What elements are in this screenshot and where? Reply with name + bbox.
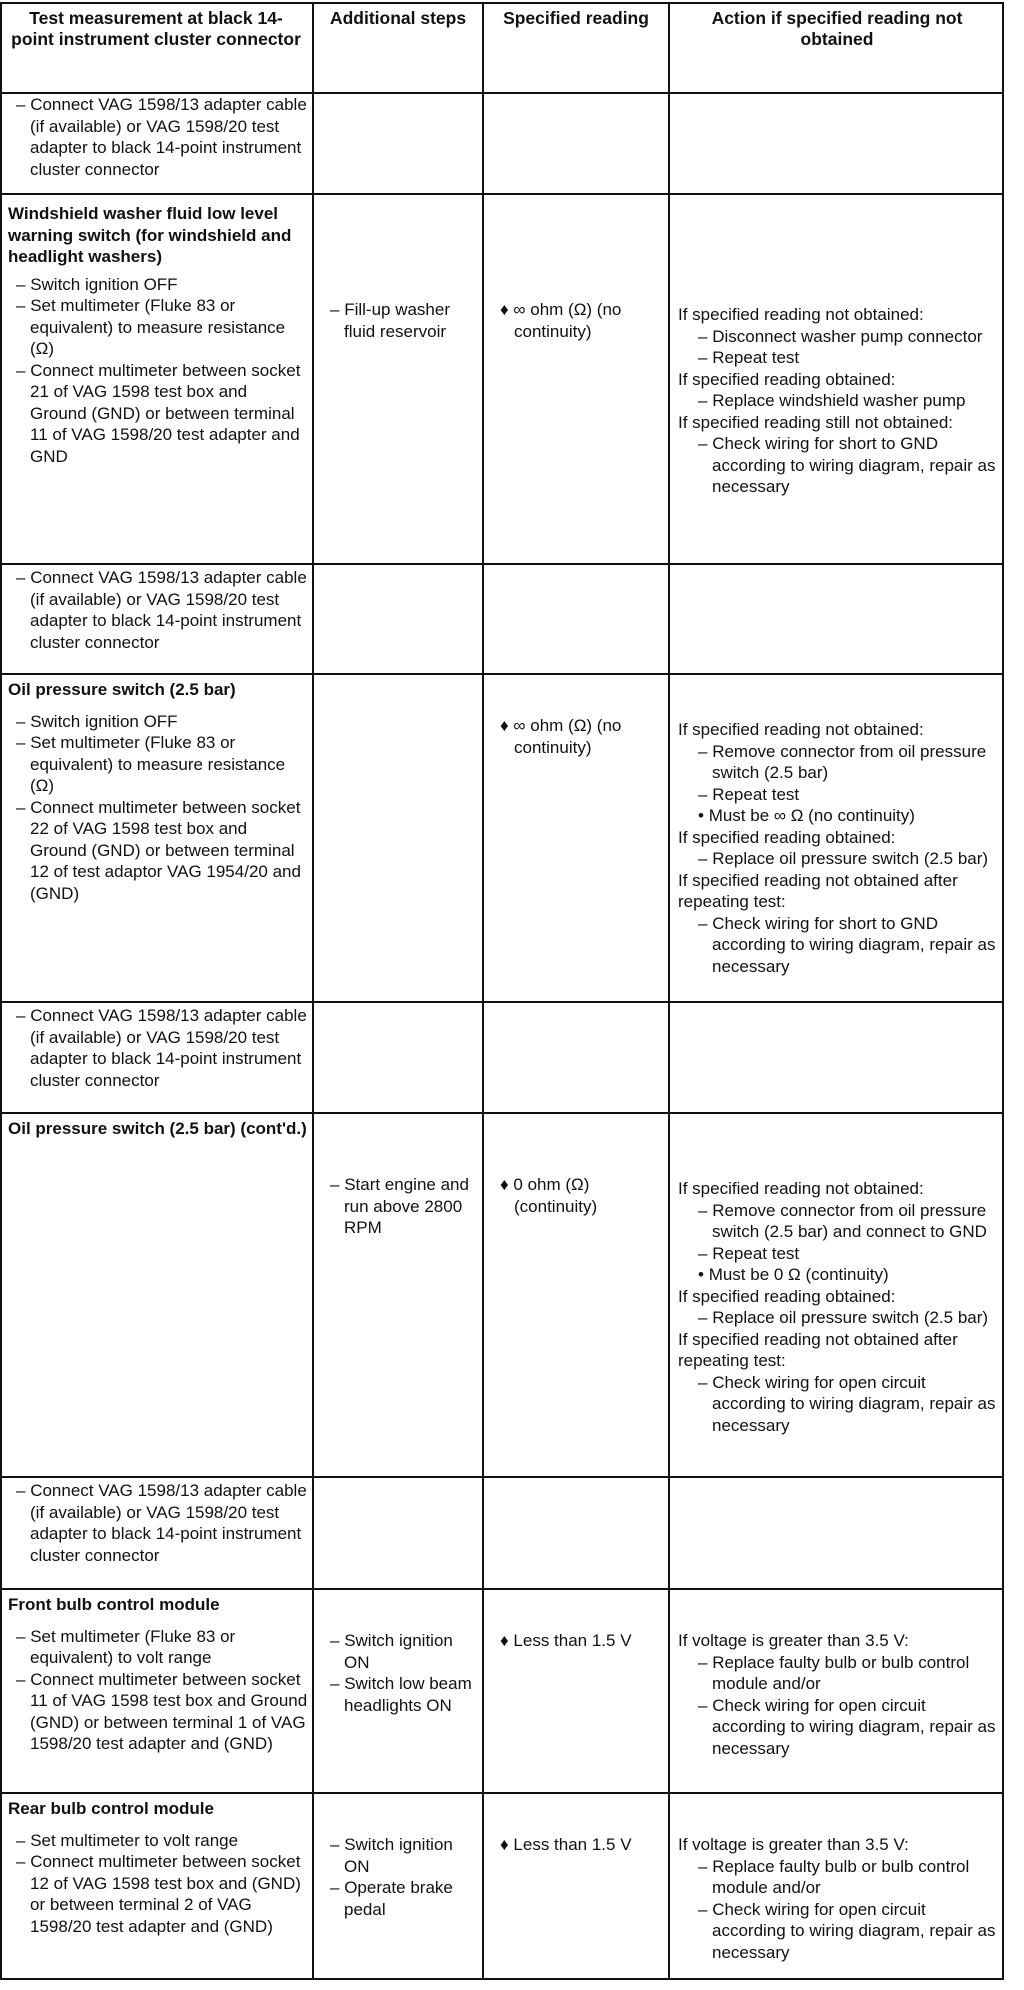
table-row-front-bulb: [0, 1588, 1004, 1794]
rear-title: Rear bulb control module: [8, 1799, 214, 1818]
oil2-action-cell: [668, 1112, 1004, 1478]
oil2-reading: ♦ 0 ohm (Ω) (continuity): [500, 1175, 598, 1216]
front-additional-step: – Switch ignition ON: [330, 1631, 453, 1672]
front-step: – Set multimeter (Fluke 83 or equivalent) to volt range: [16, 1626, 236, 1667]
connect-step-text: – Connect VAG 1598/13 adapter cable (if available) or VAG 1598/20 test adapter to black 14-point instrument cluster connector: [16, 568, 307, 652]
washer-action-condition: If specified reading still not obtained:: [678, 412, 954, 432]
washer-action-cell: [668, 193, 1004, 565]
oil1-measurement-cell: [0, 673, 312, 1003]
washer-step: – Switch ignition OFF: [16, 274, 178, 294]
oil1-action-step: – Check wiring for short to GND according to wiring diagram, repair as necessary: [698, 913, 996, 976]
rear-additional-step: – Switch ignition ON: [330, 1835, 453, 1876]
oil1-action-condition: If specified reading not obtained:: [678, 720, 924, 739]
connect-step-text: – Connect VAG 1598/13 adapter cable (if available) or VAG 1598/20 test adapter to black 14-point instrument cluster connector: [16, 1006, 307, 1090]
rear-action-condition: If voltage is greater than 3.5 V:: [678, 1835, 909, 1854]
washer-reading: ♦ ∞ ohm (Ω) (no continuity): [500, 300, 622, 341]
oil1-step: – Set multimeter (Fluke 83 or equivalent) to measure resistance (Ω): [16, 733, 286, 795]
oil2-action-step: – Repeat test: [698, 1243, 800, 1263]
table-row: [0, 92, 1004, 195]
rear-additional-step: – Operate brake pedal: [330, 1878, 453, 1919]
table-row-oil-pressure-contd: [0, 1112, 1004, 1478]
header-specified-reading: [482, 2, 668, 94]
washer-action-step: – Repeat test: [698, 348, 800, 367]
table-row: [0, 563, 1004, 675]
table-row-rear-bulb: [0, 1792, 1004, 1980]
header-col3-text: Specified reading: [503, 8, 649, 28]
oil2-action-condition: If specified reading not obtained:: [678, 1179, 924, 1198]
washer-additional-cell: [312, 193, 482, 565]
washer-action-step: – Disconnect washer pump connector: [698, 326, 983, 346]
oil1-action-note: • Must be ∞ Ω (no continuity): [698, 806, 915, 825]
connect-step-cell: [0, 563, 312, 675]
oil2-action-step: – Remove connector from oil pressure switch (2.5 bar) and connect to GND: [698, 1200, 987, 1241]
washer-action-step: – Check wiring for short to GND according to wiring diagram, repair as necessary: [698, 434, 996, 496]
washer-action-condition: If specified reading obtained:: [678, 369, 896, 389]
connect-step-cell: [0, 1476, 312, 1590]
connect-step-text: – Connect VAG 1598/13 adapter cable (if available) or VAG 1598/20 test adapter to black 14-point instrument cluster connector: [16, 1481, 307, 1565]
oil2-action-condition: If specified reading not obtained after repeating test:: [678, 1329, 958, 1370]
washer-action-step: – Replace windshield washer pump: [698, 391, 966, 410]
front-action-condition: If voltage is greater than 3.5 V:: [678, 1631, 909, 1650]
front-reading: ♦ Less than 1.5 V: [500, 1631, 632, 1650]
rear-additional-cell: [312, 1792, 482, 1980]
front-action-step: – Replace faulty bulb or bulb control module and/or: [698, 1652, 970, 1693]
oil1-action-condition: If specified reading obtained:: [678, 827, 896, 847]
front-step: – Connect multimeter between socket 11 of VAG 1598 test box and Ground (GND) or between terminal 1 of VAG 1598/20 test adapter and (GND): [16, 1669, 308, 1753]
oil1-action-step: – Repeat test: [698, 784, 800, 804]
oil1-action-condition: If specified reading not obtained after repeating test:: [678, 870, 958, 911]
oil1-action-step: – Remove connector from oil pressure switch (2.5 bar): [698, 741, 987, 782]
rear-action-step: – Replace faulty bulb or bulb control module and/or: [698, 1856, 970, 1897]
connect-step-cell: [0, 1001, 312, 1114]
oil2-measurement-cell: [0, 1112, 312, 1478]
front-measurement-cell: [0, 1588, 312, 1794]
table-header-row: [0, 2, 1004, 94]
washer-title: Windshield washer fluid low level warning switch (for windshield and headlight washers): [8, 204, 292, 266]
rear-action-step: – Check wiring for open circuit according to wiring diagram, repair as necessary: [698, 1899, 996, 1962]
oil1-title: Oil pressure switch (2.5 bar): [8, 680, 236, 699]
washer-measurement-cell: [0, 193, 312, 565]
oil2-action-step: – Replace oil pressure switch (2.5 bar): [698, 1308, 989, 1327]
oil2-additional-cell: [312, 1112, 482, 1478]
table-row: [0, 1476, 1004, 1590]
front-reading-cell: [482, 1588, 668, 1794]
washer-reading-cell: [482, 193, 668, 565]
oil2-title: Oil pressure switch (2.5 bar) (cont'd.): [8, 1119, 307, 1138]
header-test-measurement: [0, 2, 312, 94]
rear-measurement-cell: [0, 1792, 312, 1980]
oil1-action-cell: [668, 673, 1004, 1003]
washer-step: – Connect multimeter between socket 21 of VAG 1598 test box and Ground (GND) or between terminal 11 of VAG 1598/20 test adapter and GND: [16, 360, 301, 466]
front-action-cell: [668, 1588, 1004, 1794]
header-action: [668, 2, 1004, 94]
oil2-action-note: • Must be 0 Ω (continuity): [698, 1265, 889, 1284]
oil1-action-step: – Replace oil pressure switch (2.5 bar): [698, 849, 989, 868]
front-title: Front bulb control module: [8, 1595, 220, 1614]
header-col4-text: Action if specified reading not obtained: [711, 8, 963, 49]
header-col1-text: Test measurement at black 14-point instrument cluster connector: [11, 8, 301, 49]
oil1-step: – Connect multimeter between socket 22 of VAG 1598 test box and Ground (GND) or between terminal 12 of test adaptor VAG 1954/20 and (GND): [16, 797, 301, 903]
table-row-oil-pressure: [0, 673, 1004, 1003]
oil2-action-step: – Check wiring for open circuit according to wiring diagram, repair as necessary: [698, 1372, 996, 1435]
rear-step: – Connect multimeter between socket 12 of VAG 1598 test box and (GND) or between terminal 2 of VAG 1598/20 test adapter and (GND): [16, 1852, 301, 1936]
connect-step-text: – Connect VAG 1598/13 adapter cable (if available) or VAG 1598/20 test adapter to black 14-point instrument cluster connector: [16, 95, 307, 179]
oil2-reading-cell: [482, 1112, 668, 1478]
washer-action-condition: If specified reading not obtained:: [678, 305, 924, 324]
connect-step-label: Connect VAG 1598/13 adapter cable (if available) or VAG 1598/20 test adapter to black 14-point instrument cluster connector: [30, 95, 307, 179]
table-row: [0, 1001, 1004, 1114]
washer-step: – Set multimeter (Fluke 83 or equivalent) to measure resistance (Ω): [16, 296, 286, 358]
table-row-washer: [0, 193, 1004, 565]
oil1-reading-cell: [482, 673, 668, 1003]
header-additional-steps: [312, 2, 482, 94]
front-action-step: – Check wiring for open circuit according to wiring diagram, repair as necessary: [698, 1695, 996, 1758]
rear-reading-cell: [482, 1792, 668, 1980]
oil1-step: – Switch ignition OFF: [16, 711, 178, 731]
oil2-action-condition: If specified reading obtained:: [678, 1286, 896, 1306]
washer-additional-step: – Fill-up washer fluid reservoir: [330, 300, 450, 341]
front-additional-step: – Switch low beam headlights ON: [330, 1674, 472, 1715]
header-col2-text: Additional steps: [329, 8, 467, 28]
rear-reading: ♦ Less than 1.5 V: [500, 1835, 632, 1854]
oil1-reading: ♦ ∞ ohm (Ω) (no continuity): [500, 716, 622, 757]
connect-step-cell: [0, 92, 312, 195]
oil2-additional-step: – Start engine and run above 2800 RPM: [330, 1175, 469, 1237]
front-additional-cell: [312, 1588, 482, 1794]
rear-step: – Set multimeter to volt range: [16, 1830, 239, 1850]
rear-action-cell: [668, 1792, 1004, 1980]
